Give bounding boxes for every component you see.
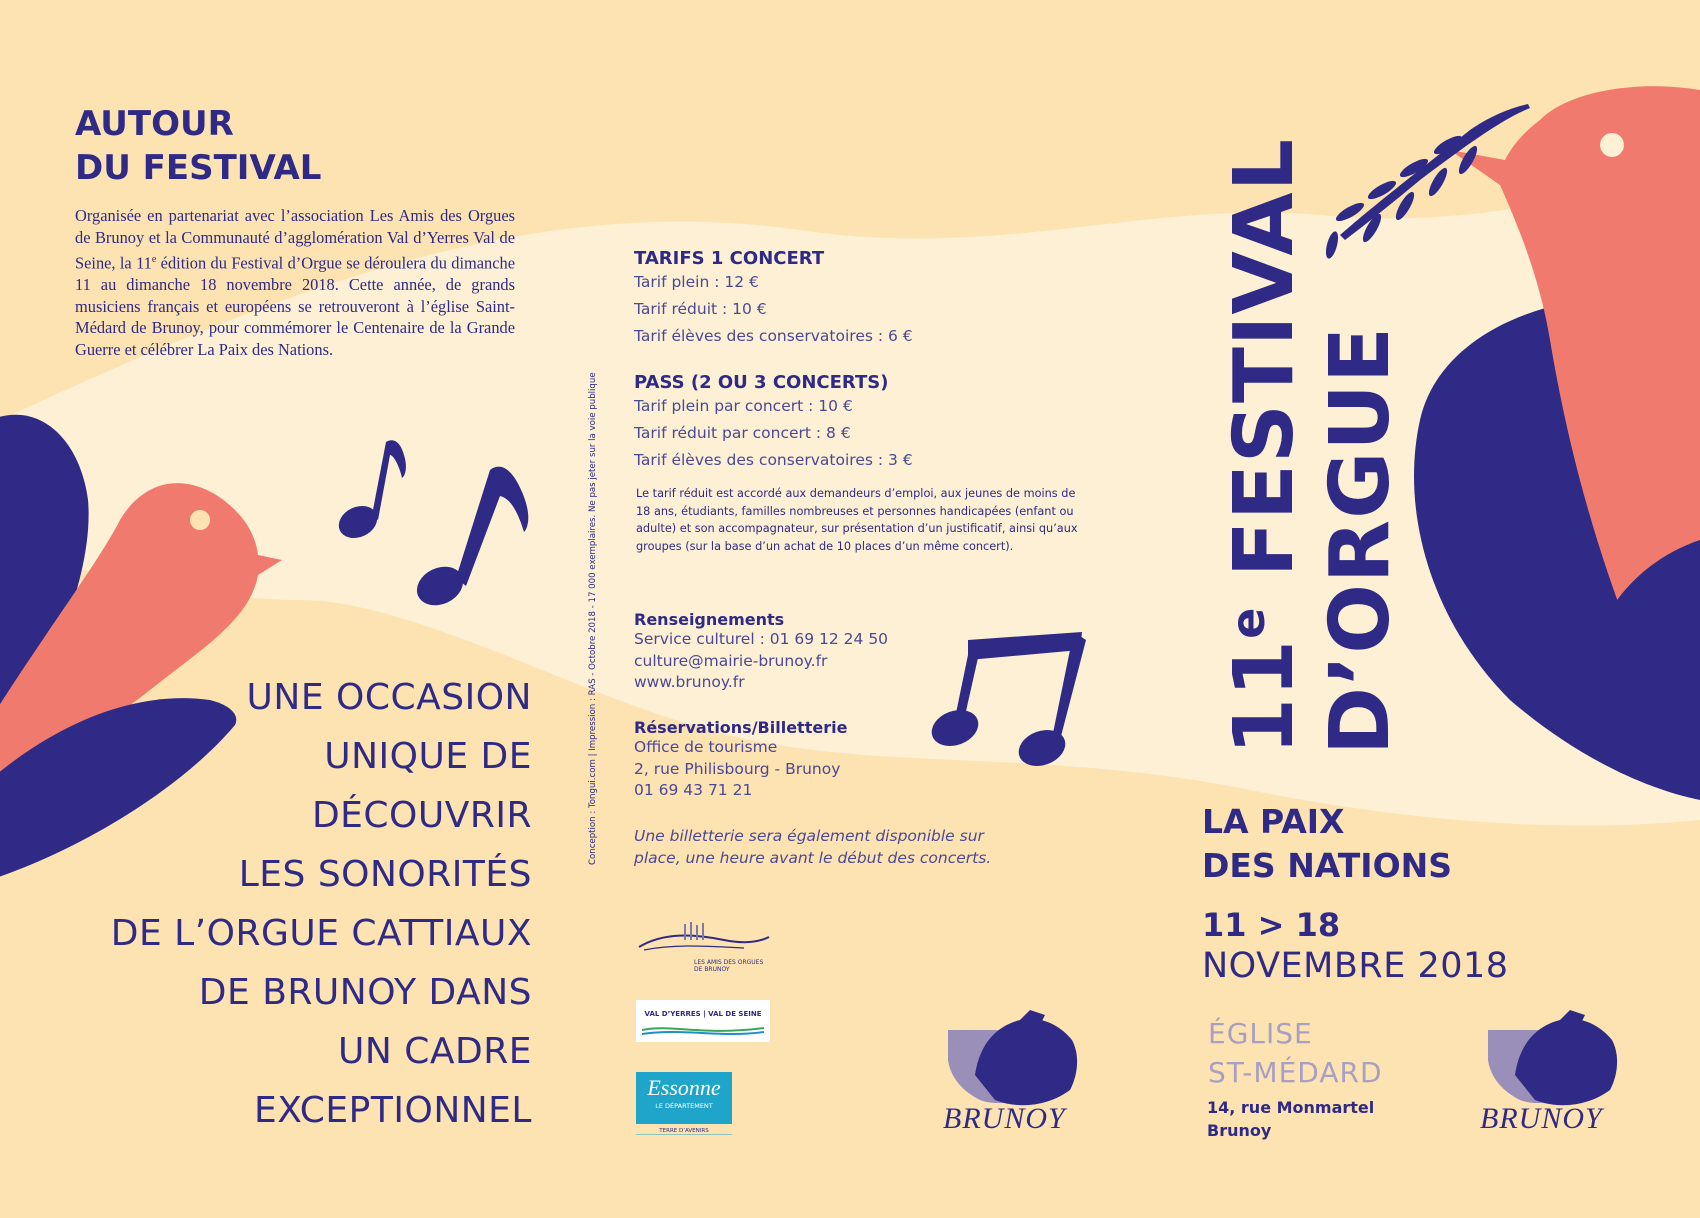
- renseignements-phone: Service culturel : 01 69 12 24 50: [634, 630, 889, 648]
- left-bird-eye-icon: [190, 510, 210, 530]
- occasion-line: UNE OCCASION: [246, 677, 532, 718]
- essonne-sub: LE DÉPARTEMENT: [655, 1102, 713, 1110]
- intro-sup: e: [151, 253, 157, 265]
- occasion-line: DE BRUNOY DANS: [198, 972, 532, 1013]
- reservations-section: [634, 718, 847, 802]
- print-credits: Conception : Tongui.com | Impression : RAS - Octobre 2018 - 17 000 exemplaires. Ne pas jeter sur la voie publique: [588, 372, 598, 865]
- essonne-logo: [636, 1074, 732, 1110]
- occasion-line: LES SONORITÉS: [238, 854, 532, 895]
- pass-section: [634, 372, 913, 474]
- orgues-logo-icon: [634, 922, 774, 954]
- essonne-tagline: TERRE D’AVENIRS: [636, 1128, 732, 1134]
- renseignements-website[interactable]: www.brunoy.fr: [634, 673, 745, 691]
- cover-venue-line1: ÉGLISE: [1208, 1017, 1313, 1050]
- intro-text-part2: édition du Festival d’Orgue se déroulera du dimanche 11 au dimanche 18 novembre 2018. Cette année, de grands musiciens français et européens se retrouveront à l’église Saint-Médard de Brunoy, pour commémorer le Centenaire de la Grande Guerre et célébrer La Paix des Nations.: [75, 253, 515, 360]
- cover-month: NOVEMBRE 2018: [1202, 946, 1509, 986]
- cover-subtitle: [1202, 800, 1452, 888]
- renseignements-section: [634, 610, 888, 694]
- brunoy-logo-right-text: BRUNOY: [1480, 1102, 1603, 1135]
- reduced-rate-note: Le tarif réduit est accordé aux demandeurs d’emploi, aux jeunes de moins de 18 ans, étudiants, familles nombreuses et personnes handicapées (enfant ou adulte) et son accompagnateur, sur présentation d’un justificatif, ainsi qu’aux groupes (sur la base d’un achat de 10 places d’un même concert).: [636, 487, 1078, 553]
- essonne-script: Essonne: [647, 1075, 721, 1100]
- festival-title-word1: FESTIVAL: [1217, 137, 1312, 607]
- cover-venue-line2: ST-MÉDARD: [1208, 1056, 1383, 1089]
- festival-title-line1: [1200, 138, 1313, 755]
- cover-subtitle-line2: DES NATIONS: [1202, 846, 1453, 885]
- autour-heading: [75, 102, 321, 190]
- occasion-line: EXCEPTIONNEL: [254, 1090, 532, 1131]
- pass-line: Tarif élèves des conservatoires : 3 €: [634, 451, 913, 469]
- reservations-address: 2, rue Philisbourg - Brunoy: [634, 759, 841, 778]
- pass-title: PASS (2 OU 3 CONCERTS): [634, 372, 889, 393]
- festival-title: [1200, 138, 1409, 755]
- autour-heading-line1: AUTOUR: [75, 104, 234, 144]
- reservations-office: Office de tourisme: [634, 738, 778, 756]
- cover-address-line1: 14, rue Monmartel: [1207, 1098, 1375, 1117]
- brunoy-logo-middle-text: BRUNOY: [943, 1102, 1066, 1135]
- occasion-line: DE L’ORGUE CATTIAUX: [110, 913, 532, 954]
- renseignements-title: Renseignements: [634, 610, 785, 629]
- pass-line: Tarif réduit par concert : 8 €: [634, 424, 851, 442]
- cover-dates: 11 > 18: [1202, 906, 1341, 944]
- intro-paragraph: [75, 205, 515, 361]
- tarifs-title: TARIFS 1 CONCERT: [634, 248, 825, 269]
- occasion-line: DÉCOUVRIR: [311, 795, 532, 836]
- orgues-logo: [634, 922, 784, 973]
- tarif-line: Tarif réduit : 10 €: [634, 300, 767, 318]
- renseignements-email[interactable]: culture@mairie-brunoy.fr: [634, 651, 828, 670]
- cover-address: [1207, 1096, 1374, 1142]
- festival-edition-number: 11: [1217, 638, 1312, 755]
- cover-address-line2: Brunoy: [1207, 1121, 1272, 1140]
- tarifs-section: [634, 248, 913, 350]
- val-yerres-wave-icon: [642, 1022, 764, 1038]
- festival-edition-sup: e: [1221, 606, 1275, 639]
- tarif-line: Tarif plein : 12 €: [634, 273, 759, 291]
- billetterie-note: Une billetterie sera également disponible sur place, une heure avant le début des concerts.: [634, 827, 992, 867]
- reservations-title: Réservations/Billetterie: [634, 718, 848, 737]
- pass-line: Tarif plein par concert : 10 €: [634, 397, 853, 415]
- tarif-line: Tarif élèves des conservatoires : 6 €: [634, 327, 913, 345]
- cover-subtitle-line1: LA PAIX: [1202, 802, 1345, 841]
- autour-heading-line2: DU FESTIVAL: [75, 148, 322, 188]
- val-yerres-logo-text: VAL D’YERRES | VAL DE SEINE: [644, 1010, 762, 1018]
- reservations-phone: 01 69 43 71 21: [634, 781, 753, 799]
- occasion-tagline: [111, 668, 532, 1140]
- right-bird-eye-icon: [1600, 133, 1624, 157]
- intro-text-part1: Organisée en partenariat avec l’association Les Amis des Orgues de Brunoy et la Communauté d’agglomération Val d’Yerres Val de Seine, la 11: [75, 206, 515, 273]
- festival-title-line2: D’ORGUE: [1313, 326, 1408, 755]
- occasion-line: UN CADRE: [338, 1031, 532, 1072]
- orgues-logo-text: LES AMIS DES ORGUES DE BRUNOY: [694, 959, 764, 973]
- occasion-line: UNIQUE DE: [324, 736, 532, 777]
- cover-venue: [1208, 1014, 1383, 1092]
